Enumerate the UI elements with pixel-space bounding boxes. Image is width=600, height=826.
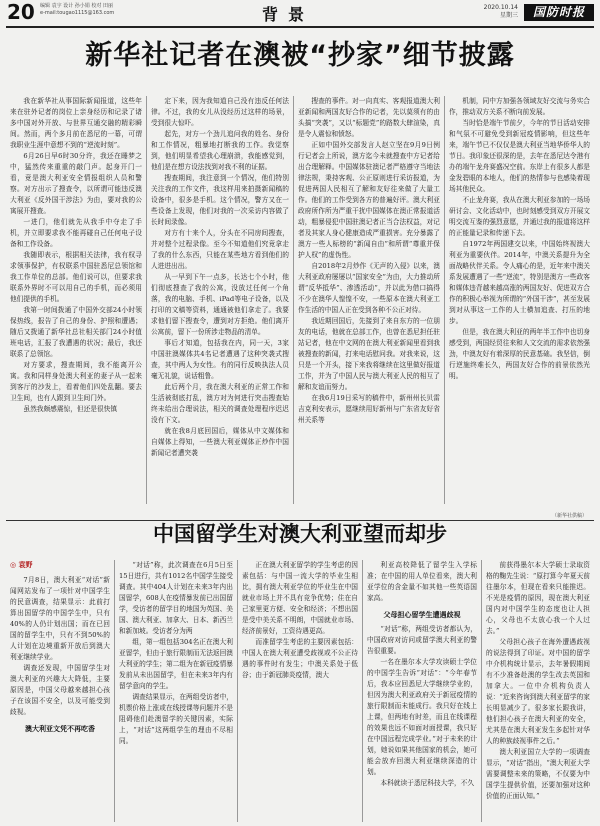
paragraph: 7月8日，澳大利亚“对话”新闻网站发布了一项针对中国学生的民意调查，结果显示：此前打算出国留学的中国学生中，只有40%的人仍计划出国；而在已回国的留学生中，只有不到50%的人计划在边境重新开放后到澳大利亚继续学业。 xyxy=(10,576,110,661)
weekday-text: 星期三 xyxy=(499,12,518,19)
story2-byline: ◎ 袁野 xyxy=(10,561,33,569)
paragraph: 对方要求，搜查期间，我不能离开公寓。我和同样身处澳大利亚的妻子从一起来到客厅的沙发上，看着他们四处乱翻。要去卫生间，也有人跟到卫生间门外。 xyxy=(10,361,142,402)
paragraph: 本科就读于悉尼科技大学，不久 xyxy=(380,779,475,787)
paragraph: 一名在墨尔本大学攻读硕士学位的中国学生告诉“对话”：“今年春节后，我本应回悉尼大学继续学业的，但因为澳大利亚政府关于新冠疫情的旅行限制而未能成行。我只好在线上上课，但两地有时差，而且在线课程的效果也远不如面对面授课，我只好在中国远程完成学业。”对于未来的计划，她说如果其他国家的机会，她可能会放弃回澳大利亚继续深造的计划。 xyxy=(367,658,477,776)
story2-column-1 xyxy=(10,560,110,822)
issue-date xyxy=(470,4,518,20)
paragraph: “对话”称，两组受访者都认为，中国政府对访问或留学澳大利亚的警告很重要。 xyxy=(367,625,477,655)
story1-headline: 新华社记者在澳被“抄家”细节披露 xyxy=(85,40,515,71)
paragraph: 前获得墨尔本大学硕士录取资格的鞠先生说：“原打算今年夏天前往墨尔本，但现在看来只能推迟。不光是疫情的原因，现在澳大利亚国内对中国学生的态度也让人担心，父母也不太放心我一个人过去。” xyxy=(486,561,590,635)
story1-credit: （新华社供稿） xyxy=(552,513,588,519)
paragraph: 我在新华社从事国际新闻报道，这些年来在驻外记者的岗位上亲身经历和记录了诸多中国对外开放、与世界互通交融的精彩瞬间。然而，两个多月前在悉尼的一幕，可谓我职业生涯中意想不到的“逆流时刻”。 xyxy=(10,97,142,149)
story1-column-2 xyxy=(151,96,289,504)
paragraph: 不止龙舟赛，我从在澳大利亚参加的一场场研讨会、文化活动中，也时刻感受到双方开展文明交流互鉴的强烈意愿，并通过我的报道将这样的正能量记录和传递下去。 xyxy=(449,196,590,237)
paragraph: 机制，同中方加强各领域友好交流与务实合作，推动双方关系不断向前发展。 xyxy=(449,97,590,116)
paragraph: 就在我8月底回国后，媒体从中文媒体和自媒体上得知，一些澳大利亚媒体正炒作中国新闻记者遭突袭 xyxy=(151,427,289,457)
paragraph: 调查还发现，中国留学生对澳大利亚的兴趣大大降低，主要原因是，中国父母越来越担心孩子在该国不安全，以及可能受到歧视。 xyxy=(10,664,110,716)
section-title: 背景 xyxy=(262,5,315,24)
story2-headline: 中国留学生对澳大利亚望而却步 xyxy=(153,522,447,546)
paragraph: 自1972年两国建交以来，中国始终视澳大利亚为重要伙伴。2014年，中澳关系提升为全面战略伙伴关系。令人痛心的是，近年来中澳关系发展遭遇了一些“逆流”，特别是澳方一些政客和媒体违背越来越高涨的两国友好、促进双方合作的积极心举视为所谓的“外国干涉”，甚至发展到对从事这一工作的人士横加追查、打压的地步。 xyxy=(449,240,590,325)
editor-line: 编辑 袁宇 设计 孙小娟 校对 田丽 xyxy=(40,3,113,9)
newspaper-logo: 国防时报 xyxy=(524,4,594,21)
paragraph: 定下来，因为我知道自己没有违反任何法律。不过，我的女儿从没经历过这样的场景，受到很大惊吓。 xyxy=(151,97,289,127)
masthead xyxy=(0,0,600,26)
paragraph: 起先，对方一个劲儿追问我的姓名、身份和工作情况，粗暴地打断我的工作。我觉察到，他们明显希望我心理崩溃，我能感觉到，他们是在想方设法找到对我不利的证据。 xyxy=(151,130,289,171)
paragraph: 正如中国外交部发言人赵立坚在9月9日例行记者会上所说，澳方迄今未就搜查中方记者给出合理解释。中国媒体驻澳记者严格遵守当地法律法规，秉持客观、公正原则进行采访报道，为促进两国人民相互了解和友好往来做了大量工作。他们的工作受到各方的普遍好评。澳大利亚政府所作所为严重干扰中国媒体在澳正常报道活动，粗暴侵犯中国驻澳记者正当合法权益，对记者及其家人身心健康造成严重损害。充分暴露了澳方一些人标榜的“新闻自由”和所谓“尊重并保护人权”的虚伪性。 xyxy=(298,141,440,259)
story1-column-1 xyxy=(10,96,142,504)
paragraph: 搜查期间，我注意到一个情况，他们特别关注我的工作文件，我这样用来拍摄新闻稿的设备中，很多是手机。这个情况，警方又在一些设备上发现，他们对我的一次采访内容做了长时间录像。 xyxy=(151,174,289,226)
paragraph: 虽然我颇感震惊，但还是很快镇 xyxy=(23,405,118,413)
paragraph: 澳大利亚国立大学的一项调查显示，“对话”指出，“澳大利亚大学需要调整未来的策略，不仅要为中国学生提供价值，还要加强对这种价值的正面认知。” xyxy=(486,748,590,800)
masthead-rule xyxy=(6,26,594,28)
paragraph: 我近期回国后，先接到了来自东方的一位朋友的电话，他就在总部工作，也曾在悉尼担任驻站记者，他在中文网的在澳大利亚新闻里看到我被搜查的新闻，打来电话慰问我。对我来说，这只是一个开头，接下来我将继续在这里做好报道工作，并为了中国人民与澳大利亚人民的相互了解和友谊而努力。 xyxy=(298,317,440,391)
paragraph: 自2018年2月炒作《无声的入侵》以来，澳大利亚政府屡屡以“国家安全”为由，大力推动所谓“反华抵华”、渗透活动”，并以此为借口搞得不少在澳华人惶惶不安，一些原本在澳大利亚工作生活的中国人正在受到各种不公正对待。 xyxy=(298,262,440,314)
paragraph: 我随即表示，根据相关法律，我有权寻求领事保护，有权联系中国驻悉尼总领馆和我工作单位的总部。他们说可以，但要求我联系外界时不可以用自己的手机，而必须用他们提供的手机。 xyxy=(10,251,142,303)
paragraph: 调查结果显示，在两组受访者中，机票价格上涨或在线授课等问题并不是阻碍他们赴澳留学的关键因素，实际上，“对话”这两组学生的理由不尽相同。 xyxy=(119,693,233,745)
paragraph: 而准留学生考虑的主要因素包括：中国人在澳大利亚遭受歧视或不公正待遇的事件时有发生；中澳关系处于低谷；由于新冠肺炎疫情，澳大 xyxy=(242,638,358,679)
paragraph: 在我6月19日采写的稿件中，新州州长贝雷吉克利安表示，愿继续用好新州与广东省友好省州关系等 xyxy=(298,394,440,424)
column-divider xyxy=(114,560,115,822)
story2-column-3 xyxy=(242,560,358,822)
story2-subhead: 澳大利亚文凭不再吃香 xyxy=(25,725,95,733)
paragraph: 当时恰是端午节前夕，今年的节日活动安排和气氛不可避免受到新冠疫情影响，但这些年来，端午节已不仅仅是澳大利亚当地华侨华人的节日。我印象还很深的是，去年在悉尼达令港有办的端午龙舟赛盛况空前。东岸上有很多人都是金发碧眼的本地人，他们的热情参与也感染着现场其他民众。 xyxy=(449,119,590,193)
email-line: e-mail:tougao1115@163.com xyxy=(40,10,115,16)
story2-column-4 xyxy=(367,560,477,822)
paragraph: 组，第一组包括304名正在澳大利亚留学，但由于旅行限制而无法返回澳大利亚的学生；第二组为在新冠疫情暴发前从未出国留学，但在未来3年内有留学意向的学生。 xyxy=(119,638,233,690)
paragraph: 一进门，他们就先从我手中夺走了手机，并立即要求我不能再碰自己任何电子设备和工作设备。 xyxy=(10,218,142,248)
paragraph: 父母担心孩子在海外遭遇歧视的说法得到了印证。对中国的留学中介机构统计显示，去年暑假期间有不少准备赴澳的学生改去英国和加拿大。一位中介机构负责人说：“近来咨询到澳大利亚留学的家长明显减少了。很多家长跟我讲，他们担心孩子在澳大利亚的安全，尤其是在澳大利亚发生多起针对华人的种族歧视事件之后。” xyxy=(486,638,590,745)
column-divider xyxy=(146,96,147,504)
column-divider xyxy=(362,560,363,822)
paragraph: 正在澳大利亚留学的学生考虑的因素包括：与中国一流大学的毕业生相比，拥有澳大利亚学位的毕业生在中国就业市场上并不具有竞争优势；住在自己家里更方便、安全和经济；不想出国是受中美关系不明朗，中国就业市场、经济前景好，工资待遇更高。 xyxy=(242,561,358,635)
paragraph: 从一早到下午一点多，长达七个小时，他们彻底搜查了我的公寓，没放过任何一个角落，我的电脑、手机、iPad等电子设备，以及打印的文稿等资料，通通被他们拿走了。我要求他们留下搜查令，遭到对方拒绝。他们离开公寓前，留下一份所涉走物品的清单。 xyxy=(151,273,289,336)
paragraph: 此后两个月，我在澳大利亚的正常工作和生活被彻底打乱，澳方对为何进行突击搜查始终未给出合理说法，相关的调查处理程序迟迟没有下文。 xyxy=(151,383,289,424)
paragraph: 6月26日早6时30分许，我还在睡梦之中，猛然传来重重的敲门声。起身开门一看，竟是澳大利亚安全情报组织人员和警察。对方出示了搜查令，以所谓可能违反澳大利亚《反外国干涉法》为由，要对我的公寓展开搜查。 xyxy=(10,152,142,215)
paragraph: 事后才知道，包括我在内，同一天，3家中国驻澳媒体共4名记者遭遇了这种突袭式搜查，其中两人为女性。有的同行反映执法人员毫无礼貌，说话粗鲁。 xyxy=(151,339,289,380)
column-divider xyxy=(237,560,238,822)
column-divider xyxy=(481,560,482,822)
paragraph: 我第一时间拨通了中国外交部24小时领保热线，报告了自己的身份、护照和遭遇；随后又拨通了新华社总社相关部门24小时值班电话，汇报了我遭遇的状况；最后，我还联系了总领馆。 xyxy=(10,306,142,358)
column-divider xyxy=(444,96,445,504)
story2-column-5 xyxy=(486,560,590,822)
paragraph: 利亚高校降低了留学生入学标准；在中国的用人单位看来，澳大利亚学位的含金量不如其他一些英语国家高。 xyxy=(367,561,477,602)
column-divider xyxy=(293,96,294,504)
story2-column-2 xyxy=(119,560,233,822)
date-text: 2020.10.14 xyxy=(483,4,518,11)
paragraph: 对方有十来个人，分头在不同房间搜查，并对整个过程录像。至今不知道他们究竟拿走了我的什么东西，只能在某些地方看到他们的人进进出出。 xyxy=(151,229,289,270)
paragraph: “对话”称，此次调查在6月5日至15日进行，共有1012名中国学生接受调查。其中404人计划在未来3年内出国留学，608人在疫情暴发前已出国留学，受访者的留学目的地国为英国、美国、澳大利亚、加拿大、日本、新西兰和新加坡。受访者分为两 xyxy=(119,561,233,635)
story2-subhead: 父母担心留学生遭遇歧视 xyxy=(383,611,461,619)
paragraph: 但是，我在澳大利亚的两年半工作中也切身感受到，两国经贸往来和人文交流的需求依然强劲，中澳友好有着深厚的民意基础。我坚信，倒行逆施终难长久，两国友好合作的前景依然光明。 xyxy=(449,328,590,380)
story1-column-4 xyxy=(449,96,590,508)
editor-credits xyxy=(40,3,114,17)
paragraph: 搜查的事件。对一向真实、客观报道澳大利亚新闻和两国友好合作的记者，先以莫须有的由头搞“突袭”，又以“标题党”的路数大肆渲染，真是令人震惊和愤怒。 xyxy=(298,97,440,138)
story1-column-3 xyxy=(298,96,440,504)
page-number: 20 xyxy=(7,0,35,24)
